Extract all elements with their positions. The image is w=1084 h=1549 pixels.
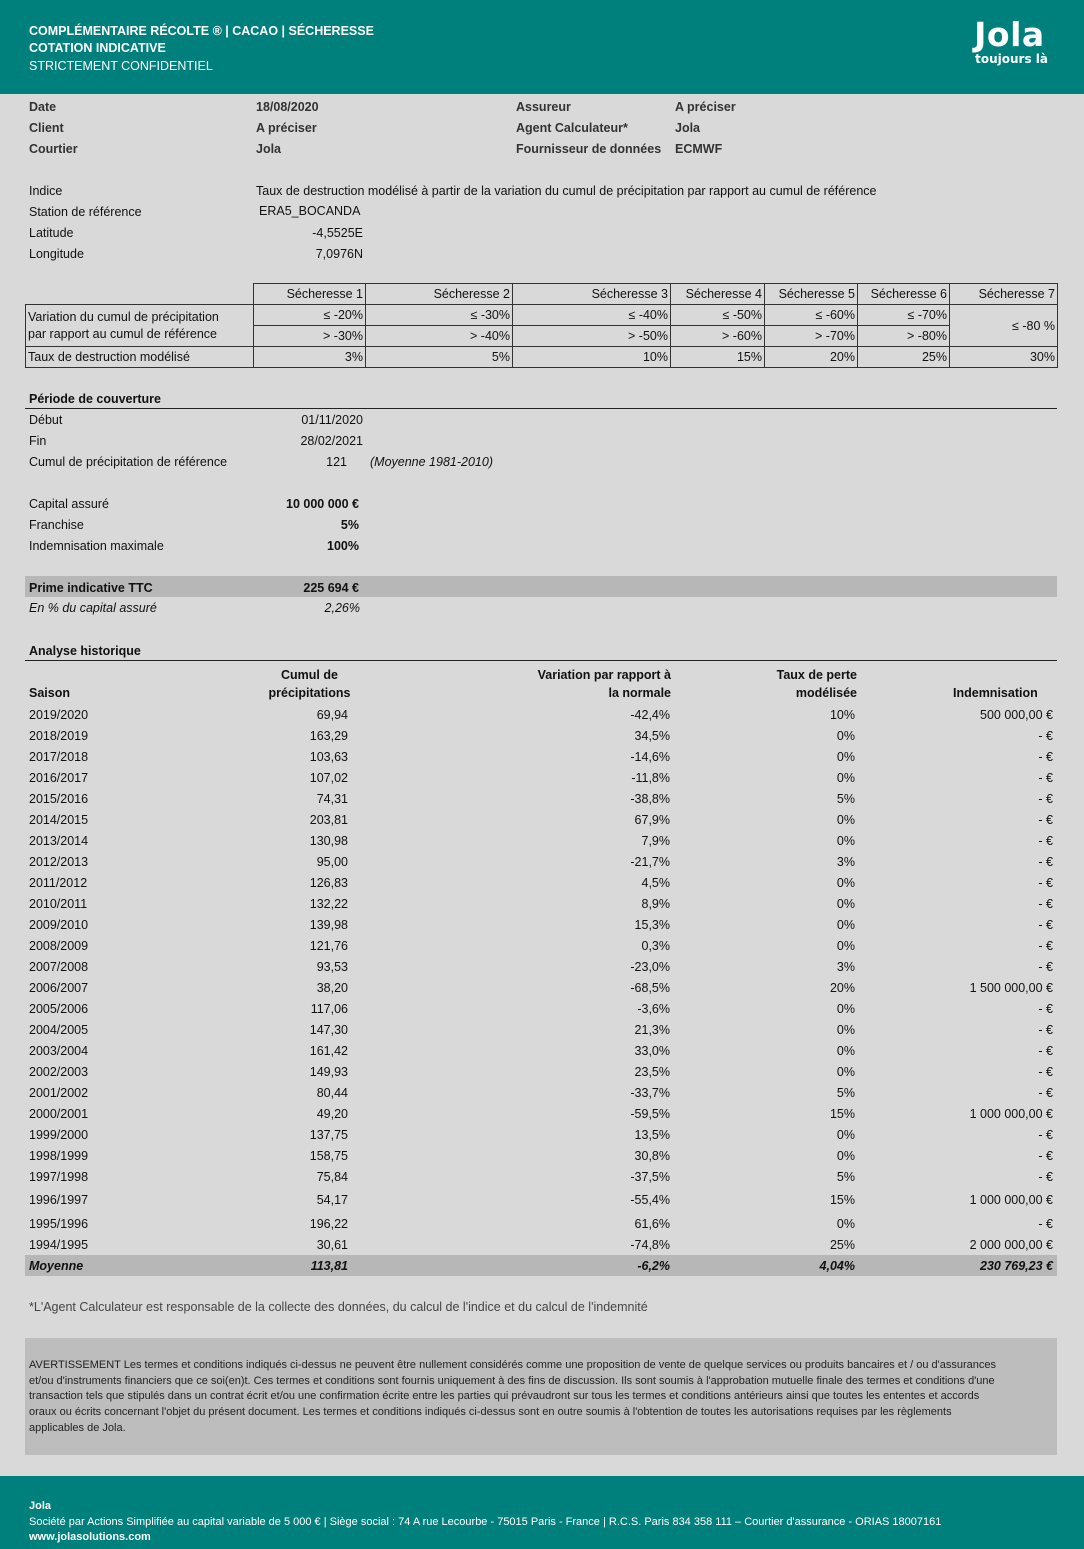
variation-cell: -33,7% — [630, 1085, 670, 1100]
capital-label: Capital assuré — [29, 497, 109, 511]
footnote: *L'Agent Calculateur est responsable de la collecte des données, du calcul de l'indice et du calcul de l'indemnité — [29, 1300, 648, 1314]
prime-pct-value: 2,26% — [324, 601, 360, 615]
logo-brand: Jola — [974, 15, 1045, 54]
indemnisation-cell: - € — [1038, 854, 1053, 869]
indemnisation-cell: 1 500 000,00 € — [969, 980, 1053, 995]
agent-label: Agent Calculateur* — [516, 121, 628, 135]
logo-tagline: toujours là — [975, 52, 1048, 66]
cumul-cell: 139,98 — [309, 917, 348, 932]
table-row — [25, 1145, 1057, 1166]
cumul-cell: 75,84 — [316, 1169, 348, 1184]
historique-table — [25, 704, 1057, 1276]
indemnisation-cell: - € — [1038, 1216, 1053, 1231]
courtier-value: Jola — [256, 142, 282, 156]
saison-cell: 2014/2015 — [29, 812, 89, 827]
variation-cell: 4,5% — [641, 875, 670, 890]
saison-cell: 2016/2017 — [29, 770, 89, 785]
fournisseur-label: Fournisseur de données — [516, 142, 662, 156]
taux-cell: 3% — [836, 959, 855, 974]
cumul-cell: 158,75 — [309, 1148, 348, 1163]
saison-cell: 1998/1999 — [29, 1148, 89, 1163]
table-row — [25, 914, 1057, 935]
client-label: Client — [29, 121, 64, 135]
saison-cell: 1997/1998 — [29, 1169, 89, 1184]
table-row — [25, 1061, 1057, 1082]
cumul-cell: 126,83 — [309, 875, 348, 890]
table-row — [25, 977, 1057, 998]
secheresse-header: Sécheresse 2 — [366, 284, 513, 305]
indemnisation-cell: 2 000 000,00 € — [969, 1237, 1053, 1252]
variation-label-line2: par rapport au cumul de référence — [28, 326, 217, 341]
indemnisation-cell: - € — [1038, 1085, 1053, 1100]
saison-cell: 2002/2003 — [29, 1064, 89, 1079]
date-value: 18/08/2020 — [256, 100, 319, 114]
variation-cell: -3,6% — [637, 1001, 670, 1016]
saison-cell: 2001/2002 — [29, 1085, 89, 1100]
table-row — [25, 935, 1057, 956]
franchise-label: Franchise — [29, 518, 84, 532]
table-row — [25, 704, 1057, 725]
variation-cell: 0,3% — [641, 938, 670, 953]
col-taux-line1: Taux de perte — [776, 668, 857, 682]
fournisseur-value: ECMWF — [675, 142, 723, 156]
taux-value: 15% — [671, 347, 765, 368]
cumul-cell: 30,61 — [316, 1237, 348, 1252]
fin-label: Fin — [29, 434, 47, 448]
col-cumul-line2: précipitations — [268, 686, 351, 700]
taux-value: 25% — [858, 347, 950, 368]
taux-value: 5% — [366, 347, 513, 368]
average-taux-cell: 4,04% — [674, 1255, 859, 1276]
table-row — [25, 851, 1057, 872]
variation-cell: 61,6% — [634, 1216, 670, 1231]
indemnisation-cell: - € — [1038, 833, 1053, 848]
taux-cell: 15% — [829, 1193, 855, 1207]
cumul-cell: 107,02 — [309, 770, 348, 785]
taux-cell: 0% — [836, 1043, 855, 1058]
variation-cell: -14,6% — [630, 749, 670, 764]
threshold-lower: > -70% — [765, 326, 858, 347]
cumul-cell: 147,30 — [309, 1022, 348, 1037]
col-variation-line2: la normale — [608, 686, 671, 700]
client-value: A préciser — [256, 121, 317, 135]
threshold-upper: ≤ -20% — [254, 305, 366, 326]
station-value: ERA5_BOCANDA — [259, 204, 361, 218]
saison-cell: 2009/2010 — [29, 917, 89, 932]
table-row — [25, 1166, 1057, 1187]
variation-cell: 21,3% — [634, 1022, 670, 1037]
debut-label: Début — [29, 413, 63, 427]
taux-cell: 0% — [836, 896, 855, 911]
threshold-upper: ≤ -30% — [366, 305, 513, 326]
secheresse-header: Sécheresse 4 — [671, 284, 765, 305]
cumul-cell: 38,20 — [316, 980, 348, 995]
variation-cell: -11,8% — [631, 770, 670, 785]
col-cumul-line1: Cumul de — [281, 668, 338, 682]
saison-cell: 2015/2016 — [29, 791, 89, 806]
threshold-last: ≤ -80 % — [950, 305, 1058, 347]
cumul-cell: 93,53 — [316, 959, 348, 974]
variation-cell: 34,5% — [634, 728, 670, 743]
taux-cell: 15% — [829, 1106, 855, 1121]
prime-label: Prime indicative TTC — [29, 581, 153, 595]
variation-cell: -23,0% — [630, 959, 670, 974]
indemnisation-max-label: Indemnisation maximale — [29, 539, 164, 553]
taux-cell: 0% — [836, 1216, 855, 1231]
doc-title: COMPLÉMENTAIRE RÉCOLTE ® | CACAO | SÉCHERESSE — [29, 24, 374, 38]
variation-label — [26, 305, 254, 347]
indemnisation-cell: - € — [1038, 728, 1053, 743]
footer-company: Jola — [29, 1500, 52, 1512]
table-row — [25, 1234, 1057, 1255]
table-row — [25, 1124, 1057, 1145]
cumul-cell: 95,00 — [316, 854, 348, 869]
indemnisation-cell: - € — [1038, 791, 1053, 806]
taux-cell: 0% — [836, 728, 855, 743]
table-row — [25, 998, 1057, 1019]
fin-value: 28/02/2021 — [300, 434, 363, 448]
cumul-cell: 49,20 — [316, 1106, 348, 1121]
variation-cell: -55,4% — [630, 1193, 670, 1207]
footer-legal: Société par Actions Simplifiée au capital variable de 5 000 € | Siège social : 74 A rue Lecourbe - 75015 Paris - France | R.C.S. Paris 834 358 111 – Courtier d'assurance - ORIAS 18007161 — [29, 1516, 942, 1528]
jola-logo — [974, 15, 1048, 66]
average-saison-cell: Moyenne — [25, 1255, 252, 1276]
variation-label-line1: Variation du cumul de précipitation — [28, 309, 219, 324]
cumul-cell: 130,98 — [309, 833, 348, 848]
disclaimer-line: transaction tels que stipulés dans un contrat écrit et/ou une confirmation écrite entre les parties qui prévaudront sur tous les termes et conditions antérieurs ainsi que toutes les ententes et accords — [29, 1390, 980, 1403]
indice-value: Taux de destruction modélisé à partir de la variation du cumul de précipitation par rapport au cumul de référence — [256, 184, 877, 198]
taux-cell: 0% — [836, 833, 855, 848]
average-variation-cell: -6,2% — [352, 1255, 674, 1276]
blank-cell — [26, 284, 254, 305]
variation-upper-row — [26, 305, 1058, 326]
assureur-label: Assureur — [516, 100, 571, 114]
saison-cell: 2004/2005 — [29, 1022, 89, 1037]
doc-subtitle: COTATION INDICATIVE — [29, 41, 166, 55]
cumul-cell: 54,17 — [316, 1193, 348, 1207]
cumul-cell: 137,75 — [309, 1127, 348, 1142]
cumul-cell: 149,93 — [309, 1064, 348, 1079]
indemnisation-cell: - € — [1038, 875, 1053, 890]
saison-cell: 2012/2013 — [29, 854, 89, 869]
station-label: Station de référence — [29, 205, 142, 219]
taux-cell: 20% — [829, 980, 855, 995]
taux-cell: 0% — [836, 875, 855, 890]
disclaimer-box — [25, 1338, 1057, 1455]
indemnisation-cell: - € — [1038, 896, 1053, 911]
indemnisation-cell: - € — [1038, 938, 1053, 953]
col-variation-line1: Variation par rapport à — [537, 668, 671, 682]
saison-cell: 2007/2008 — [29, 959, 89, 974]
threshold-upper: ≤ -50% — [671, 305, 765, 326]
capital-value: 10 000 000 € — [286, 497, 359, 511]
cumul-cell: 203,81 — [309, 812, 348, 827]
historique-title: Analyse historique — [29, 644, 141, 658]
historique-body — [25, 704, 1057, 1276]
cumul-cell: 103,63 — [309, 749, 348, 764]
saison-cell: 2000/2001 — [29, 1106, 89, 1121]
taux-cell: 0% — [836, 1001, 855, 1016]
average-cumul-cell: 113,81 — [252, 1255, 352, 1276]
variation-cell: 67,9% — [634, 812, 670, 827]
saison-cell: 2005/2006 — [29, 1001, 89, 1016]
taux-cell: 0% — [836, 812, 855, 827]
indemnisation-max-value: 100% — [327, 539, 359, 553]
variation-cell: 30,8% — [634, 1148, 670, 1163]
taux-cell: 0% — [836, 1127, 855, 1142]
average-row — [25, 1255, 1057, 1276]
longitude-label: Longitude — [29, 247, 84, 261]
indice-label: Indice — [29, 184, 63, 198]
indemnisation-cell: - € — [1038, 959, 1053, 974]
latitude-value: -4,5525E — [312, 226, 363, 240]
cumul-cell: 196,22 — [309, 1216, 348, 1231]
cumul-cell: 132,22 — [309, 896, 348, 911]
table-row — [25, 788, 1057, 809]
saison-cell: 2013/2014 — [29, 833, 89, 848]
col-taux-line2: modélisée — [795, 686, 857, 700]
table-row — [25, 1103, 1057, 1124]
table-row — [25, 830, 1057, 851]
indemnisation-cell: - € — [1038, 770, 1053, 785]
footer-url[interactable]: www.jolasolutions.com — [29, 1531, 151, 1543]
table-row — [25, 1019, 1057, 1040]
date-label: Date — [29, 100, 57, 114]
table-row — [25, 1187, 1057, 1213]
variation-cell: -59,5% — [630, 1106, 670, 1121]
saison-cell: 2008/2009 — [29, 938, 89, 953]
taux-cell: 0% — [836, 1022, 855, 1037]
taux-cell: 3% — [836, 854, 855, 869]
table-row — [25, 1040, 1057, 1061]
threshold-lower: > -60% — [671, 326, 765, 347]
secheresse-header-row — [26, 284, 1058, 305]
taux-cell: 25% — [829, 1237, 855, 1252]
variation-cell: -21,7% — [630, 854, 670, 869]
cumul-label: Cumul de précipitation de référence — [29, 455, 228, 469]
cumul-cell: 74,31 — [316, 791, 348, 806]
table-row — [25, 725, 1057, 746]
taux-value: 3% — [254, 347, 366, 368]
table-row — [25, 1213, 1057, 1234]
indemnisation-cell: - € — [1038, 917, 1053, 932]
indemnisation-cell: - € — [1038, 749, 1053, 764]
secheresse-header: Sécheresse 1 — [254, 284, 366, 305]
variation-cell: -37,5% — [630, 1169, 670, 1184]
table-row — [25, 746, 1057, 767]
saison-cell: 1995/1996 — [29, 1216, 89, 1231]
cumul-cell: 80,44 — [316, 1085, 348, 1100]
secheresse-header: Sécheresse 7 — [950, 284, 1058, 305]
variation-cell: 15,3% — [634, 917, 670, 932]
indemnisation-cell: - € — [1038, 1127, 1053, 1142]
taux-value: 10% — [513, 347, 671, 368]
indemnisation-cell: - € — [1038, 1169, 1053, 1184]
table-row — [25, 1082, 1057, 1103]
col-saison: Saison — [29, 686, 70, 700]
indemnisation-cell: - € — [1038, 1064, 1053, 1079]
threshold-lower: > -40% — [366, 326, 513, 347]
cumul-cell: 161,42 — [309, 1043, 348, 1058]
assureur-value: A préciser — [675, 100, 736, 114]
variation-cell: 8,9% — [641, 896, 670, 911]
threshold-upper: ≤ -40% — [513, 305, 671, 326]
courtier-label: Courtier — [29, 142, 78, 156]
variation-cell: 23,5% — [634, 1064, 670, 1079]
secheresse-header: Sécheresse 6 — [858, 284, 950, 305]
agent-value: Jola — [675, 121, 701, 135]
cumul-value: 121 — [326, 455, 347, 469]
disclaimer-line: oraux ou écrits concernant l'objet du présent document. Les termes et conditions indiqués ci-dessus sont en outre soumis à l'obtention de toutes les autorisations requises par les règlements — [29, 1406, 952, 1419]
prime-band — [25, 576, 1057, 597]
disclaimer-line: et/ou d'instruments financiers que ce soi(en)t. Ces termes et conditions sont fournis uniquement à des fins de discussion. Ils sont soumis à l'approbation mutuelle finale des termes et conditions d'une — [29, 1374, 995, 1387]
indemnisation-cell: - € — [1038, 1022, 1053, 1037]
col-cumul — [256, 666, 363, 702]
variation-cell: 13,5% — [634, 1127, 670, 1142]
taux-cell: 5% — [836, 1169, 855, 1184]
variation-cell: -74,8% — [630, 1237, 670, 1252]
taux-value: 20% — [765, 347, 858, 368]
average-indemnisation-cell: 230 769,23 € — [859, 1255, 1057, 1276]
taux-row — [26, 347, 1058, 368]
indemnisation-cell: - € — [1038, 1148, 1053, 1163]
cumul-cell: 163,29 — [309, 728, 348, 743]
section-divider — [25, 408, 1057, 409]
variation-cell: -68,5% — [630, 980, 670, 995]
taux-cell: 0% — [836, 917, 855, 932]
indemnisation-cell: - € — [1038, 1043, 1053, 1058]
taux-cell: 0% — [836, 749, 855, 764]
disclaimer-line: applicables de Jola. — [29, 1421, 126, 1434]
header-banner — [0, 0, 1084, 94]
taux-cell: 5% — [836, 1085, 855, 1100]
taux-value: 30% — [950, 347, 1058, 368]
franchise-value: 5% — [340, 518, 359, 532]
secheresse-table — [25, 283, 1058, 368]
indemnisation-cell: 1 000 000,00 € — [969, 1106, 1053, 1121]
saison-cell: 2018/2019 — [29, 728, 89, 743]
variation-cell: -38,8% — [630, 791, 670, 806]
taux-label: Taux de destruction modélisé — [26, 347, 254, 368]
threshold-upper: ≤ -60% — [765, 305, 858, 326]
taux-cell: 0% — [836, 1148, 855, 1163]
saison-cell: 2019/2020 — [29, 707, 89, 722]
saison-cell: 2011/2012 — [29, 875, 88, 890]
latitude-label: Latitude — [29, 226, 74, 240]
disclaimer-line: AVERTISSEMENT Les termes et conditions indiqués ci-dessus ne peuvent être nullement considérés comme une proposition de vente de quelque services ou produits bancaires et / ou d'assurances — [29, 1359, 996, 1371]
variation-cell: 33,0% — [634, 1043, 670, 1058]
taux-cell: 0% — [836, 1064, 855, 1079]
col-variation — [470, 666, 671, 702]
prime-pct-label: En % du capital assuré — [29, 601, 157, 615]
prime-value: 225 694 € — [303, 581, 359, 595]
confidentiality: STRICTEMENT CONFIDENTIEL — [29, 59, 213, 73]
longitude-value: 7,0976N — [315, 247, 363, 261]
secheresse-header: Sécheresse 5 — [765, 284, 858, 305]
threshold-lower: > -80% — [858, 326, 950, 347]
saison-cell: 2006/2007 — [29, 980, 89, 995]
table-row — [25, 956, 1057, 977]
section-divider — [25, 660, 1057, 661]
periode-title: Période de couverture — [29, 392, 161, 406]
saison-cell: 2010/2011 — [29, 896, 88, 911]
table-row — [25, 809, 1057, 830]
footer-banner — [0, 1476, 1084, 1549]
col-indemnisation: Indemnisation — [953, 686, 1038, 700]
threshold-upper: ≤ -70% — [858, 305, 950, 326]
indemnisation-cell: 500 000,00 € — [980, 707, 1053, 722]
table-row — [25, 767, 1057, 788]
cumul-cell: 69,94 — [316, 707, 348, 722]
variation-cell: 7,9% — [641, 833, 670, 848]
indemnisation-cell: - € — [1038, 1001, 1053, 1016]
secheresse-header: Sécheresse 3 — [513, 284, 671, 305]
indemnisation-cell: 1 000 000,00 € — [969, 1193, 1053, 1207]
indemnisation-cell: - € — [1038, 812, 1053, 827]
table-row — [25, 872, 1057, 893]
saison-cell: 1996/1997 — [29, 1193, 89, 1207]
cumul-note: (Moyenne 1981-2010) — [370, 455, 493, 469]
debut-value: 01/11/2020 — [301, 413, 363, 427]
table-row — [25, 893, 1057, 914]
saison-cell: 2017/2018 — [29, 749, 89, 764]
saison-cell: 2003/2004 — [29, 1043, 89, 1058]
cumul-cell: 117,06 — [310, 1001, 348, 1016]
taux-cell: 0% — [836, 770, 855, 785]
taux-cell: 0% — [836, 938, 855, 953]
saison-cell: 1994/1995 — [29, 1237, 89, 1252]
threshold-lower: > -50% — [513, 326, 671, 347]
taux-cell: 5% — [836, 791, 855, 806]
saison-cell: 1999/2000 — [29, 1127, 89, 1142]
taux-cell: 10% — [829, 707, 855, 722]
variation-cell: -42,4% — [630, 707, 670, 722]
cumul-cell: 121,76 — [309, 938, 348, 953]
threshold-lower: > -30% — [254, 326, 366, 347]
col-taux — [700, 666, 857, 702]
